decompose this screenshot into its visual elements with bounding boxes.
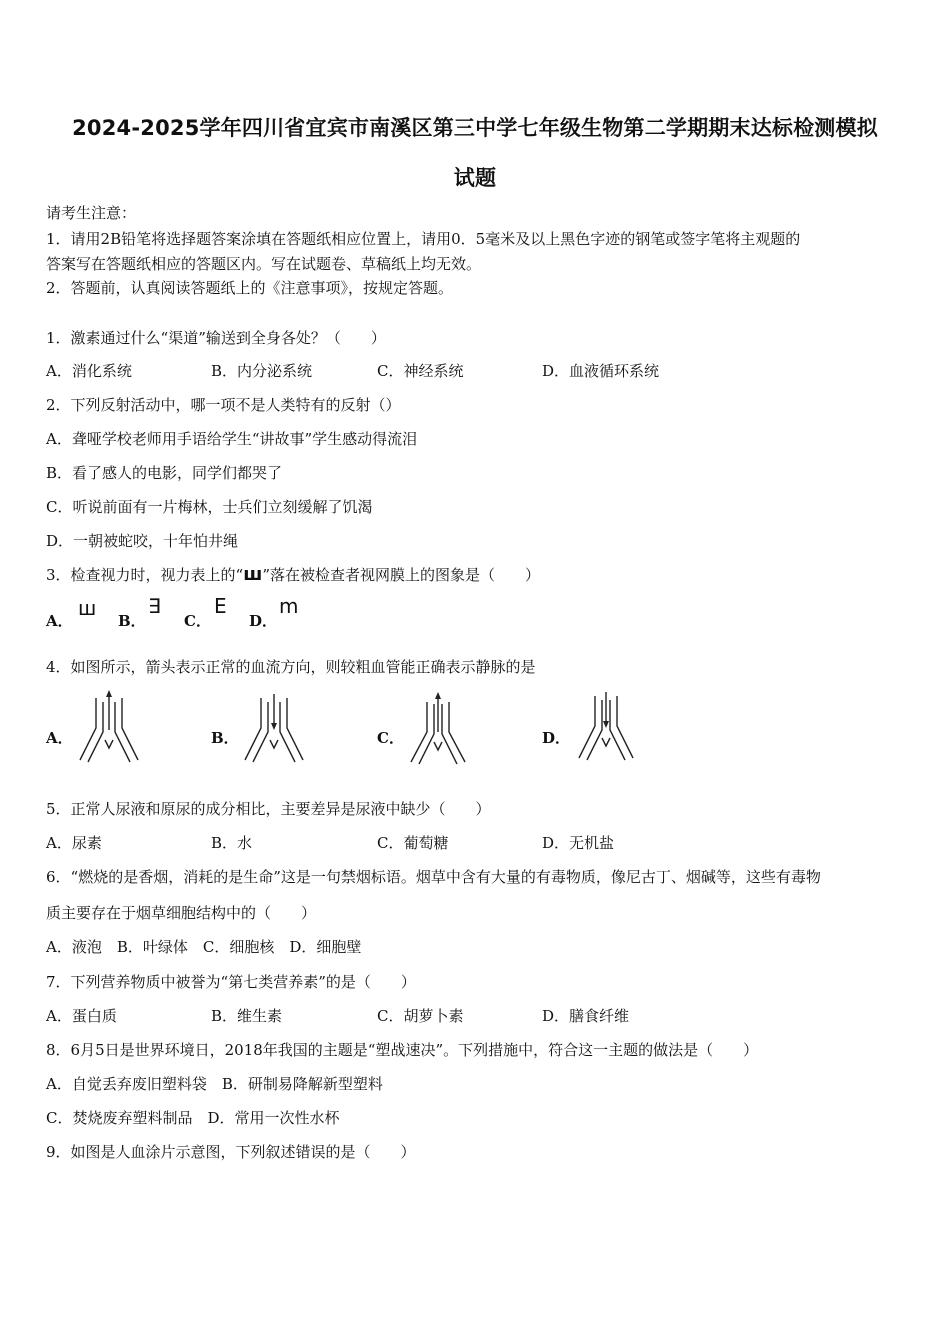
q3-label-a[interactable]: A．: [46, 612, 73, 630]
notice-item-1a: 1．请用2B铅笔将选择题答案涂填在答题纸相应位置上，请用0．5毫米及以上黑色字迹的钢笔或签字笔将主观题的: [46, 230, 801, 248]
q3-glyph-c: E: [214, 594, 227, 618]
q4-label-c[interactable]: C．: [377, 729, 404, 747]
q3-stem-glyph: ш: [243, 564, 263, 585]
q4-label-a[interactable]: A．: [46, 729, 73, 747]
q8-options-ab[interactable]: A．自觉丢弃废旧塑料袋 B．研制易降解新型塑料: [46, 1075, 383, 1093]
notice-item-1b: 答案写在答题纸相应的答题区内。写在试题卷、草稿纸上均无效。: [46, 255, 482, 273]
q1-option-a[interactable]: A．消化系统: [46, 362, 132, 380]
q4-diagram-b: [243, 688, 305, 764]
page-title-cont: 试题: [453, 166, 497, 190]
q1-option-b[interactable]: B．内分泌系统: [211, 362, 313, 380]
q5-option-c[interactable]: C．葡萄糖: [377, 834, 449, 852]
q3-label-c[interactable]: C．: [184, 612, 211, 630]
q3-glyph-d: m: [279, 594, 299, 618]
q3-label-d[interactable]: D．: [249, 612, 278, 630]
q3-glyph-a: ш: [78, 596, 97, 620]
q1-option-d[interactable]: D．血液循环系统: [542, 362, 660, 380]
q2-option-c[interactable]: C．听说前面有一片梅林，士兵们立刻缓解了饥渴: [46, 498, 373, 516]
q3-label-b[interactable]: B．: [118, 612, 146, 630]
q8-stem: 8．6月5日是世界环境日，2018年我国的主题是“塑战速决”。下列措施中，符合这一主题的做法是（ ）: [46, 1041, 759, 1059]
page-title: 2024-2025学年四川省宜宾市南溪区第三中学七年级生物第二学期期末达标检测模拟: [72, 116, 878, 140]
q1-option-c[interactable]: C．神经系统: [377, 362, 464, 380]
q6-options[interactable]: A．液泡 B．叶绿体 C．细胞核 D．细胞壁: [46, 938, 362, 956]
q8-options-cd[interactable]: C．焚烧废弃塑料制品 D．常用一次性水杯: [46, 1109, 340, 1127]
q4-diagram-c: [407, 688, 469, 764]
q2-option-b[interactable]: B．看了感人的电影，同学们都哭了: [46, 464, 283, 482]
q3-stem: [46, 564, 540, 585]
q5-option-a[interactable]: A．尿素: [46, 834, 102, 852]
q2-option-a[interactable]: A．聋哑学校老师用手语给学生“讲故事”学生感动得流泪: [46, 430, 418, 448]
q4-stem: 4．如图所示，箭头表示正常的血流方向，则较粗血管能正确表示静脉的是: [46, 658, 536, 676]
q7-option-d[interactable]: D．膳食纤维: [542, 1007, 630, 1025]
q2-stem: 2．下列反射活动中，哪一项不是人类特有的反射（）: [46, 396, 401, 414]
q9-stem: 9．如图是人血涂片示意图，下列叙述错误的是（ ）: [46, 1143, 416, 1161]
q4-label-d[interactable]: D．: [542, 729, 571, 747]
q7-stem: 7．下列营养物质中被誉为“第七类营养素”的是（ ）: [46, 973, 416, 991]
q6-stem-b: 质主要存在于烟草细胞结构中的（ ）: [46, 904, 317, 922]
q1-stem: 1．激素通过什么“渠道”输送到全身各处？（ ）: [46, 329, 386, 347]
q7-option-a[interactable]: A．蛋白质: [46, 1007, 117, 1025]
q7-option-c[interactable]: C．胡萝卜素: [377, 1007, 464, 1025]
q5-option-d[interactable]: D．无机盐: [542, 834, 615, 852]
q4-diagram-a: [78, 688, 140, 764]
q2-option-d[interactable]: D．一朝被蛇咬，十年怕井绳: [46, 532, 239, 550]
q3-stem-after: ”落在被检查者视网膜上的图象是（ ）: [262, 566, 541, 584]
q5-stem: 5．正常人尿液和原尿的成分相比，主要差异是尿液中缺少（ ）: [46, 800, 491, 818]
q4-diagram-d: [575, 688, 637, 764]
q5-option-b[interactable]: B．水: [211, 834, 253, 852]
notice-item-2: 2．答题前，认真阅读答题纸上的《注意事项》，按规定答题。: [46, 279, 454, 297]
q4-label-b[interactable]: B．: [211, 729, 239, 747]
notice-heading: 请考生注意：: [46, 204, 137, 222]
q7-option-b[interactable]: B．维生素: [211, 1007, 283, 1025]
q3-stem-before: 3．检查视力时，视力表上的“: [46, 566, 244, 584]
q6-stem-a: 6．“燃烧的是香烟，消耗的是生命”这是一句禁烟标语。烟草中含有大量的有毒物质，像尼古丁、烟碱等，这些有毒物: [46, 868, 821, 886]
q3-glyph-b: ∃: [148, 594, 161, 618]
